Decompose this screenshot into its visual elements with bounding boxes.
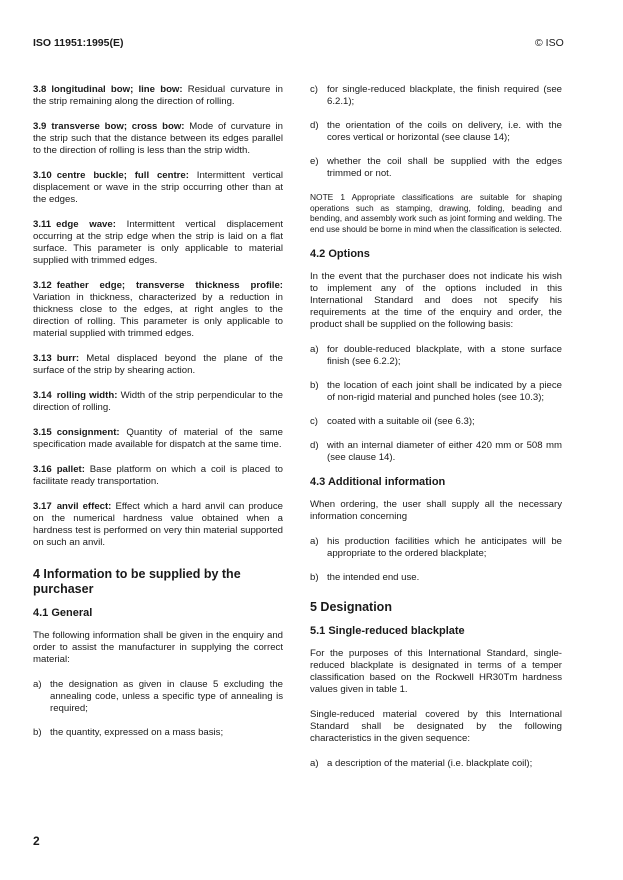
definition-number: 3.14	[33, 390, 52, 401]
document-id: ISO 11951:1995(E)	[33, 37, 124, 49]
list-item	[310, 536, 562, 560]
definition-number: 3.9	[33, 121, 47, 132]
definition-3-17	[33, 501, 283, 549]
list-item-label: b)	[33, 727, 42, 738]
definitions-list	[33, 84, 283, 549]
list-item	[33, 679, 283, 715]
list-item	[33, 727, 283, 739]
list-item-label: b)	[310, 380, 319, 391]
list-item-text: for double-reduced blackplate, with a stone surface finish (see 6.2.2);	[327, 344, 562, 367]
list-item-label: a)	[310, 536, 319, 547]
list-item	[310, 156, 562, 180]
definition-term: rolling width:	[56, 390, 118, 401]
definition-3-12	[33, 280, 283, 340]
list-item	[310, 440, 562, 464]
definition-3-15	[33, 427, 283, 451]
definition-text: Mode of curvature in the strip such that the distance between its edges parallel to the direction of rolling is less than the strip width.	[33, 121, 283, 156]
list-item	[310, 380, 562, 404]
section-4-2-heading: 4.2 Options	[310, 248, 370, 260]
list-item-text: a description of the material (i.e. blackplate coil);	[327, 758, 533, 769]
definition-text: Base platform on which a coil is placed to facilitate ready transportation.	[33, 464, 283, 487]
list-item-text: whether the coil shall be supplied with the edges trimmed or not.	[327, 156, 562, 179]
section-4-3-intro: When ordering, the user shall supply all the necessary information concerning	[310, 499, 562, 522]
definition-3-13	[33, 353, 283, 377]
definition-3-14	[33, 390, 283, 414]
definition-number: 3.17	[33, 501, 52, 512]
definition-3-16	[33, 464, 283, 488]
list-item-text: the location of each joint shall be indicated by a piece of non-rigid material and punched holes (see 10.3);	[327, 380, 562, 403]
definition-text: Variation in thickness, characterized by a reduction in thickness close to the edges, at right angles to the direction of rolling. This parameter is only applicable to material supplied with trimmed edges.	[33, 292, 283, 339]
section-4-1-heading: 4.1 General	[33, 607, 93, 619]
definition-3-10	[33, 170, 283, 206]
left-column	[33, 84, 283, 751]
note-1: NOTE 1 Appropriate classifications are suitable for shaping operations such as stamping, drawing, folding, beading and bending, and assembly work such as joint forming and welding. The end use should be borne in mind when the classification is selected.	[310, 192, 562, 234]
definition-number: 3.16	[33, 464, 52, 475]
list-item-label: c)	[310, 416, 318, 427]
definition-number: 3.10	[33, 170, 52, 181]
definition-text: Metal displaced beyond the plane of the surface of the strip by shearing action.	[33, 353, 283, 376]
definition-number: 3.11	[33, 219, 52, 230]
list-item-text: the orientation of the coils on delivery, i.e. with the cores vertical or horizontal (see clause 14);	[327, 120, 562, 143]
list-item-label: a)	[33, 679, 42, 690]
list-item-text: with an internal diameter of either 420 mm or 508 mm (see clause 14).	[327, 440, 562, 463]
section-4-2-intro: In the event that the purchaser does not indicate his wish to implement any of the options included in this International Standard and does not specify his requirements at the time of the enquiry and order, the product shall be supplied on the following basis:	[310, 271, 562, 330]
list-item	[310, 344, 562, 368]
list-item-label: c)	[310, 84, 318, 95]
list-item	[310, 120, 562, 144]
list-item-label: b)	[310, 572, 319, 583]
section-5-heading: 5 Designation	[310, 600, 392, 614]
list-item-label: d)	[310, 440, 319, 451]
list-item	[310, 758, 562, 770]
list-item	[310, 84, 562, 108]
list-item-label: d)	[310, 120, 319, 131]
section-4-heading: 4 Information to be supplied by the purchaser	[33, 567, 241, 596]
definition-term: pallet:	[56, 464, 85, 475]
definition-text: Quantity of material of the same specification made available for dispatch at the same time.	[33, 427, 283, 450]
section-4-1-intro: The following information shall be given in the enquiry and order to assist the manufacturer in supplying the correct material:	[33, 630, 283, 665]
section-5-1-heading: 5.1 Single-reduced blackplate	[310, 625, 465, 637]
list-item-text: his production facilities which he anticipates will be appropriate to the ordered blackplate;	[327, 536, 562, 559]
definition-term: centre buckle; full centre:	[56, 170, 189, 181]
copyright-mark: © ISO	[535, 37, 564, 49]
definition-term: burr:	[56, 353, 80, 364]
list-item-text: the designation as given in clause 5 excluding the annealing code, unless a specific type of annealing is required;	[50, 679, 283, 714]
right-column	[310, 84, 562, 782]
definition-number: 3.8	[33, 84, 47, 95]
definition-text: Residual curvature in the strip remaining along the direction of rolling.	[33, 84, 283, 107]
list-item-label: a)	[310, 344, 319, 355]
definition-number: 3.15	[33, 427, 52, 438]
list-item	[310, 416, 562, 428]
list-item-text: the intended end use.	[327, 572, 420, 583]
list-item-text: for single-reduced blackplate, the finish required (see 6.2.1);	[327, 84, 562, 107]
definition-3-11	[33, 219, 283, 267]
definition-term: edge wave:	[56, 219, 116, 230]
definition-text: Intermittent vertical displacement or wave in the strip occurring other than at the edges.	[33, 170, 284, 205]
definition-text: Effect which a hard anvil can produce on the numerical hardness value obtained when a hardness test is performed on very thin material supported on such an anvil.	[33, 501, 283, 548]
section-5-1-para-2: Single-reduced material covered by this International Standard shall be designated by the following characteristics in the given sequence:	[310, 709, 562, 744]
definition-number: 3.12	[33, 280, 52, 291]
page-number: 2	[33, 834, 40, 848]
list-item-label: a)	[310, 758, 319, 769]
section-4-3-heading: 4.3 Additional information	[310, 476, 446, 488]
section-5-1-para-1: For the purposes of this International Standard, single-reduced blackplate is designated in terms of a temper classification based on the Rockwell HR30Tm hardness values given in table 1.	[310, 648, 562, 695]
definition-term: feather edge; transverse thickness profile:	[56, 280, 283, 291]
list-item-label: e)	[310, 156, 319, 167]
definition-3-8	[33, 84, 283, 108]
list-item	[310, 572, 562, 584]
list-item-text: coated with a suitable oil (see 6.3);	[327, 416, 475, 427]
definition-number: 3.13	[33, 353, 52, 364]
definition-term: consignment:	[56, 427, 120, 438]
definition-text: Width of the strip perpendicular to the direction of rolling.	[33, 390, 284, 413]
definition-text: Intermittent vertical displacement occurring at the strip edge when the strip is laid on a flat surface. This parameter is only applicable to material supplied with trimmed edges.	[33, 219, 283, 266]
definition-term: longitudinal bow; line bow:	[51, 84, 183, 95]
list-item-text: the quantity, expressed on a mass basis;	[50, 727, 224, 738]
definition-term: transverse bow; cross bow:	[51, 121, 185, 132]
definition-term: anvil effect:	[56, 501, 112, 512]
definition-3-9	[33, 121, 283, 157]
